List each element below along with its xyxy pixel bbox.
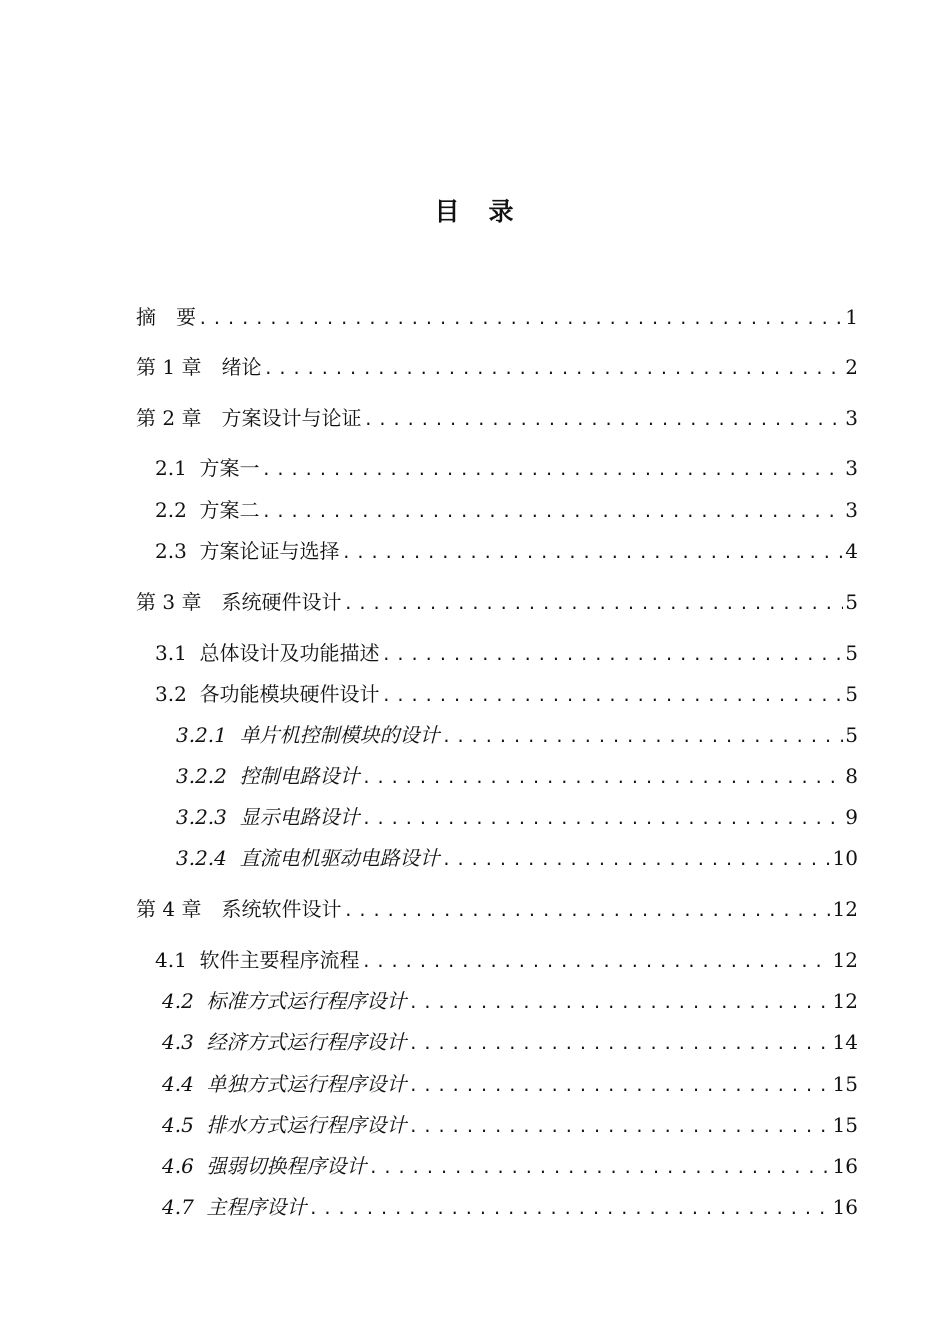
dot-leader <box>442 847 831 873</box>
toc-entry-label: 2.1 方案一 <box>155 456 260 480</box>
dot-leader <box>343 898 830 924</box>
toc-entry-label: 第 2 章 方案设计与论证 <box>136 406 362 430</box>
toc-entry-page: 15 <box>832 1072 858 1096</box>
toc-entry[interactable] <box>162 986 858 1016</box>
toc-entry-label: 第 4 章 系统软件设计 <box>136 897 342 921</box>
toc-entry[interactable] <box>162 1110 858 1140</box>
toc-entry[interactable] <box>162 1027 858 1057</box>
dot-leader <box>409 1114 831 1140</box>
toc-entry-label: 3.2.1 单片机控制模块的设计 <box>176 723 440 747</box>
toc-entry-label: 3.2.2 控制电路设计 <box>176 764 360 788</box>
page-title: 目 录 <box>434 197 516 226</box>
dot-leader <box>342 540 844 566</box>
dot-leader <box>263 356 843 382</box>
dot-leader <box>262 457 844 483</box>
toc-entry[interactable] <box>136 587 858 617</box>
toc-entry-page: 12 <box>832 948 858 972</box>
toc-entry-label: 4.7 主程序设计 <box>162 1195 307 1219</box>
toc-entry-label: 4.2 标准方式运行程序设计 <box>162 989 407 1013</box>
toc-entry[interactable] <box>162 1192 858 1222</box>
toc-entry-label: 3.1 总体设计及功能描述 <box>155 641 380 665</box>
toc-entry-label: 4.6 强弱切换程序设计 <box>162 1154 367 1178</box>
toc-entry[interactable] <box>155 453 858 483</box>
toc-entry[interactable] <box>155 638 858 668</box>
toc-entry-page: 4 <box>845 539 858 563</box>
toc-entry-page: 2 <box>845 355 858 379</box>
toc-entry-page: 12 <box>832 989 858 1013</box>
toc-entry-page: 3 <box>845 406 858 430</box>
toc-entry[interactable] <box>155 536 858 566</box>
toc-entry[interactable] <box>176 802 858 832</box>
toc-entry[interactable] <box>162 1069 858 1099</box>
toc-entry-label: 摘 要 <box>136 305 196 329</box>
dot-leader <box>343 591 843 617</box>
dot-leader <box>363 407 843 433</box>
toc-entry[interactable] <box>155 945 858 975</box>
toc-entry-page: 14 <box>832 1030 858 1054</box>
dot-leader <box>442 724 844 750</box>
toc-entry-page: 10 <box>832 846 858 870</box>
toc-entry-page: 16 <box>832 1154 858 1178</box>
toc-entry-label: 第 1 章 绪论 <box>136 355 262 379</box>
toc-entry[interactable] <box>162 1151 858 1181</box>
toc-entry-page: 16 <box>832 1195 858 1219</box>
toc-entry[interactable] <box>136 403 858 433</box>
toc-entry[interactable] <box>176 843 858 873</box>
toc-entry[interactable] <box>155 495 858 525</box>
dot-leader <box>382 683 844 709</box>
dot-leader <box>362 806 844 832</box>
toc-entry[interactable] <box>155 679 858 709</box>
toc-entry-page: 12 <box>832 897 858 921</box>
toc-entry-page: 9 <box>845 805 858 829</box>
toc-entry-label: 3.2 各功能模块硬件设计 <box>155 682 380 706</box>
toc-entry[interactable] <box>176 720 858 750</box>
toc-entry-page: 3 <box>845 498 858 522</box>
toc-entry-page: 8 <box>845 764 858 788</box>
dot-leader <box>382 642 844 668</box>
toc-entry-label: 2.2 方案二 <box>155 498 260 522</box>
dot-leader <box>409 990 831 1016</box>
toc-entry-label: 4.4 单独方式运行程序设计 <box>162 1072 407 1096</box>
toc-entry-page: 5 <box>845 682 858 706</box>
toc-entry-label: 4.5 排水方式运行程序设计 <box>162 1113 407 1137</box>
dot-leader <box>369 1155 831 1181</box>
dot-leader <box>198 306 843 332</box>
toc-entry-page: 3 <box>845 456 858 480</box>
dot-leader <box>362 949 831 975</box>
toc-entry-label: 3.2.3 显示电路设计 <box>176 805 360 829</box>
toc-entry-label: 4.1 软件主要程序流程 <box>155 948 360 972</box>
dot-leader <box>409 1073 831 1099</box>
toc-entry-label: 4.3 经济方式运行程序设计 <box>162 1030 407 1054</box>
toc-entry-label: 第 3 章 系统硬件设计 <box>136 590 342 614</box>
toc-entry-page: 5 <box>845 641 858 665</box>
toc-entry-label: 3.2.4 直流电机驱动电路设计 <box>176 846 440 870</box>
toc-entry[interactable] <box>136 352 858 382</box>
toc-entry[interactable] <box>176 761 858 791</box>
toc-entry-page: 5 <box>845 590 858 614</box>
toc-entry-label: 2.3 方案论证与选择 <box>155 539 340 563</box>
toc-entry[interactable] <box>136 894 858 924</box>
toc-entry-page: 15 <box>832 1113 858 1137</box>
dot-leader <box>409 1031 831 1057</box>
toc-entry-page: 5 <box>845 723 858 747</box>
toc-entry[interactable] <box>136 302 858 332</box>
toc-entry-page: 1 <box>845 305 858 329</box>
dot-leader <box>309 1196 831 1222</box>
dot-leader <box>362 765 844 791</box>
dot-leader <box>262 499 844 525</box>
